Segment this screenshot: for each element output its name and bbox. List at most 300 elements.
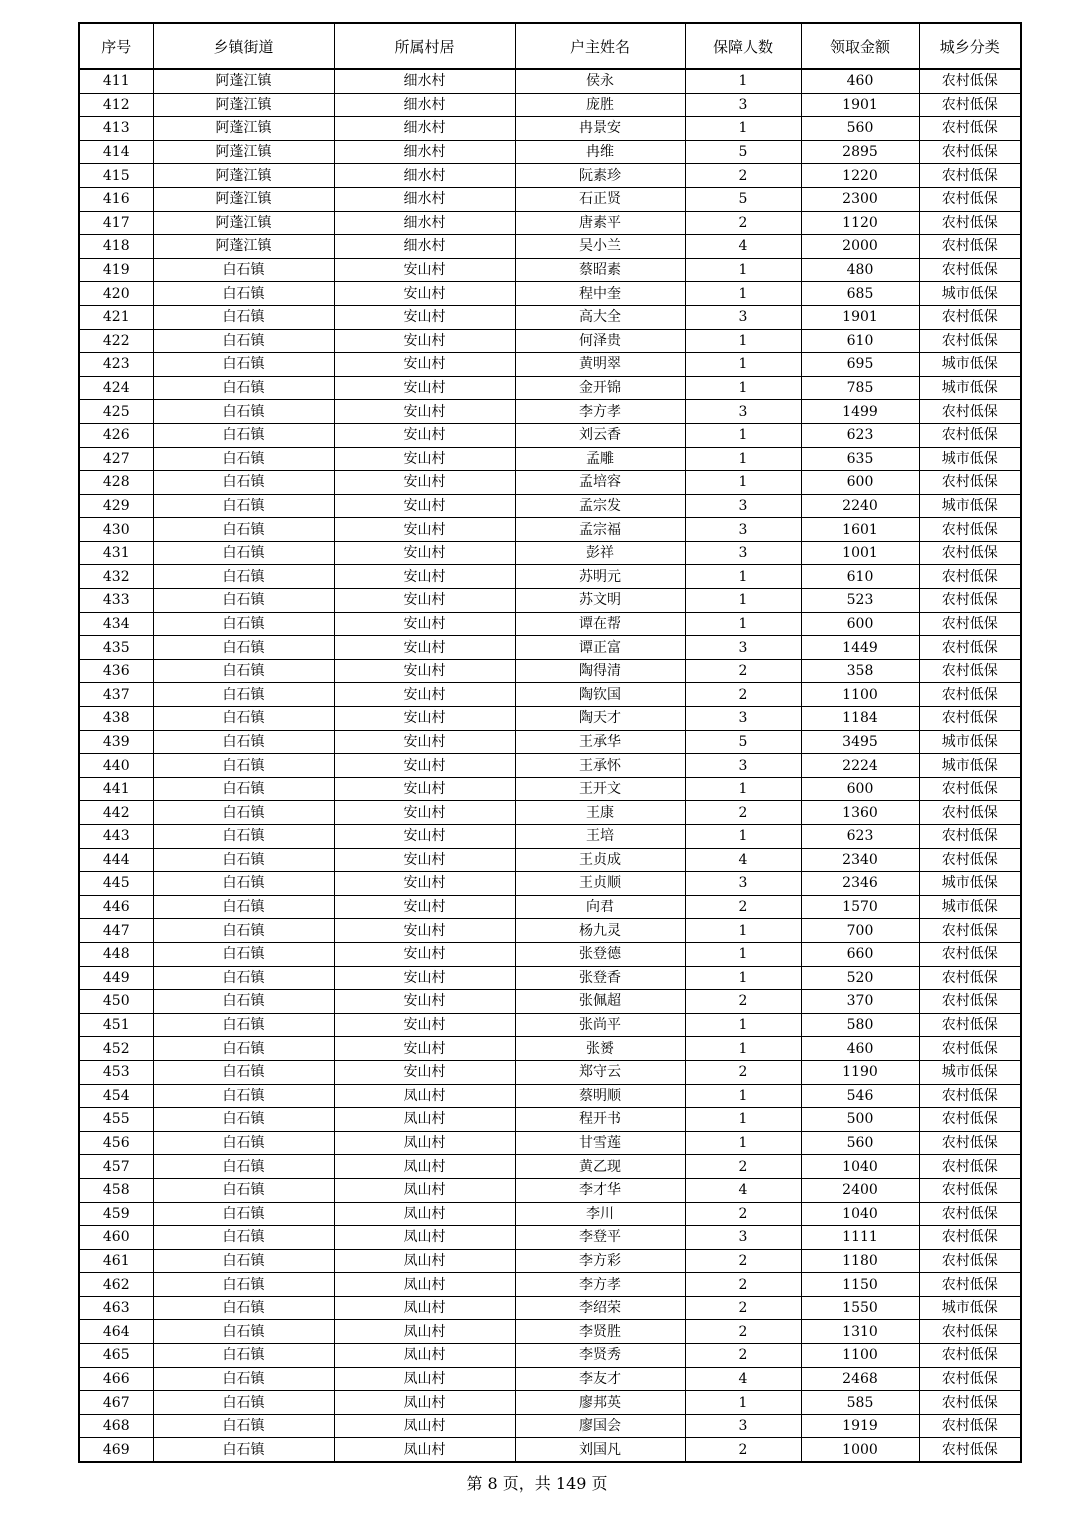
- page-footer: 第 8 页，共 149 页: [466, 1474, 608, 1493]
- cell-householder: 杨九灵: [515, 919, 685, 943]
- cell-amount: 1180: [801, 1249, 919, 1273]
- cell-amount: 580: [801, 1013, 919, 1037]
- cell-village: 安山村: [334, 1013, 515, 1037]
- data-table: [78, 22, 1022, 1463]
- cell-persons: 1: [685, 1108, 801, 1132]
- cell-householder: 蔡明顺: [515, 1084, 685, 1108]
- table-row: [79, 423, 1021, 447]
- cell-amount: 1360: [801, 801, 919, 825]
- cell-serial: 438: [79, 707, 153, 731]
- cell-category: 农村低保: [919, 518, 1021, 542]
- cell-householder: 李登平: [515, 1226, 685, 1250]
- cell-amount: 610: [801, 565, 919, 589]
- cell-persons: 1: [685, 1131, 801, 1155]
- cell-householder: 黄乙现: [515, 1155, 685, 1179]
- cell-persons: 2: [685, 1320, 801, 1344]
- cell-town: 阿蓬江镇: [153, 187, 334, 211]
- cell-village: 安山村: [334, 636, 515, 660]
- cell-amount: 695: [801, 353, 919, 377]
- header-row: [79, 23, 1021, 69]
- cell-persons: 1: [685, 565, 801, 589]
- cell-householder: 郑守云: [515, 1060, 685, 1084]
- cell-persons: 2: [685, 801, 801, 825]
- cell-village: 安山村: [334, 305, 515, 329]
- table-row: [79, 872, 1021, 896]
- header-persons: 保障人数: [685, 23, 801, 69]
- cell-category: 农村低保: [919, 659, 1021, 683]
- cell-serial: 422: [79, 329, 153, 353]
- cell-persons: 1: [685, 423, 801, 447]
- cell-village: 凤山村: [334, 1249, 515, 1273]
- cell-category: 农村低保: [919, 801, 1021, 825]
- cell-category: 农村低保: [919, 187, 1021, 211]
- cell-amount: 1040: [801, 1155, 919, 1179]
- cell-householder: 冉景安: [515, 117, 685, 141]
- cell-amount: 2000: [801, 235, 919, 259]
- cell-householder: 李方孝: [515, 1273, 685, 1297]
- cell-persons: 1: [685, 258, 801, 282]
- cell-village: 安山村: [334, 541, 515, 565]
- cell-town: 白石镇: [153, 1296, 334, 1320]
- cell-householder: 王开文: [515, 777, 685, 801]
- cell-householder: 孟培容: [515, 471, 685, 495]
- cell-serial: 462: [79, 1273, 153, 1297]
- cell-town: 白石镇: [153, 942, 334, 966]
- cell-serial: 444: [79, 848, 153, 872]
- cell-village: 安山村: [334, 447, 515, 471]
- cell-householder: 谭正富: [515, 636, 685, 660]
- cell-category: 农村低保: [919, 1344, 1021, 1368]
- cell-village: 细水村: [334, 69, 515, 93]
- cell-persons: 1: [685, 1391, 801, 1415]
- cell-persons: 2: [685, 1273, 801, 1297]
- cell-category: 农村低保: [919, 612, 1021, 636]
- cell-persons: 1: [685, 1084, 801, 1108]
- cell-householder: 张尚平: [515, 1013, 685, 1037]
- cell-persons: 2: [685, 1249, 801, 1273]
- cell-village: 安山村: [334, 423, 515, 447]
- table-row: [79, 447, 1021, 471]
- cell-serial: 417: [79, 211, 153, 235]
- cell-persons: 1: [685, 1037, 801, 1061]
- cell-category: 农村低保: [919, 1084, 1021, 1108]
- cell-householder: 庞胜: [515, 93, 685, 117]
- cell-town: 阿蓬江镇: [153, 164, 334, 188]
- table-row: [79, 612, 1021, 636]
- cell-householder: 甘雪莲: [515, 1131, 685, 1155]
- cell-serial: 416: [79, 187, 153, 211]
- table-row: [79, 825, 1021, 849]
- cell-householder: 廖邦英: [515, 1391, 685, 1415]
- table-row: [79, 1296, 1021, 1320]
- cell-category: 农村低保: [919, 707, 1021, 731]
- cell-category: 农村低保: [919, 683, 1021, 707]
- table-row: [79, 801, 1021, 825]
- cell-town: 白石镇: [153, 848, 334, 872]
- cell-serial: 467: [79, 1391, 153, 1415]
- table-row: [79, 1367, 1021, 1391]
- cell-village: 安山村: [334, 518, 515, 542]
- cell-householder: 李绍荣: [515, 1296, 685, 1320]
- cell-persons: 5: [685, 187, 801, 211]
- cell-category: 农村低保: [919, 589, 1021, 613]
- cell-category: 城市低保: [919, 376, 1021, 400]
- cell-town: 白石镇: [153, 1178, 334, 1202]
- cell-persons: 3: [685, 754, 801, 778]
- cell-amount: 660: [801, 942, 919, 966]
- cell-category: 农村低保: [919, 942, 1021, 966]
- cell-householder: 张佩超: [515, 990, 685, 1014]
- cell-town: 白石镇: [153, 1013, 334, 1037]
- cell-category: 城市低保: [919, 895, 1021, 919]
- cell-amount: 546: [801, 1084, 919, 1108]
- cell-persons: 2: [685, 990, 801, 1014]
- cell-amount: 600: [801, 777, 919, 801]
- table-row: [79, 376, 1021, 400]
- cell-category: 农村低保: [919, 1438, 1021, 1462]
- table-row: [79, 1060, 1021, 1084]
- cell-householder: 石正贤: [515, 187, 685, 211]
- cell-householder: 李贤秀: [515, 1344, 685, 1368]
- cell-persons: 1: [685, 825, 801, 849]
- cell-serial: 428: [79, 471, 153, 495]
- table-row: [79, 659, 1021, 683]
- cell-serial: 432: [79, 565, 153, 589]
- cell-town: 白石镇: [153, 1108, 334, 1132]
- cell-amount: 1220: [801, 164, 919, 188]
- cell-town: 阿蓬江镇: [153, 69, 334, 93]
- header-town: 乡镇街道: [153, 23, 334, 69]
- cell-householder: 冉维: [515, 140, 685, 164]
- cell-householder: 陶得清: [515, 659, 685, 683]
- table-row: [79, 1344, 1021, 1368]
- cell-householder: 王康: [515, 801, 685, 825]
- table-row: [79, 1249, 1021, 1273]
- cell-amount: 600: [801, 612, 919, 636]
- cell-serial: 454: [79, 1084, 153, 1108]
- cell-category: 农村低保: [919, 329, 1021, 353]
- cell-category: 农村低保: [919, 1155, 1021, 1179]
- cell-town: 白石镇: [153, 423, 334, 447]
- cell-persons: 2: [685, 1060, 801, 1084]
- cell-householder: 蔡昭素: [515, 258, 685, 282]
- cell-serial: 458: [79, 1178, 153, 1202]
- cell-amount: 560: [801, 1131, 919, 1155]
- cell-serial: 421: [79, 305, 153, 329]
- cell-town: 白石镇: [153, 282, 334, 306]
- cell-persons: 3: [685, 636, 801, 660]
- cell-serial: 446: [79, 895, 153, 919]
- cell-amount: 1449: [801, 636, 919, 660]
- cell-category: 城市低保: [919, 1296, 1021, 1320]
- cell-town: 白石镇: [153, 1414, 334, 1438]
- cell-town: 白石镇: [153, 612, 334, 636]
- cell-town: 阿蓬江镇: [153, 117, 334, 141]
- cell-serial: 456: [79, 1131, 153, 1155]
- cell-village: 凤山村: [334, 1344, 515, 1368]
- table-row: [79, 1438, 1021, 1462]
- cell-town: 白石镇: [153, 730, 334, 754]
- table-row: [79, 1131, 1021, 1155]
- cell-amount: 1901: [801, 305, 919, 329]
- cell-householder: 苏文明: [515, 589, 685, 613]
- cell-householder: 孟宗发: [515, 494, 685, 518]
- cell-householder: 王贞成: [515, 848, 685, 872]
- table-row: [79, 1013, 1021, 1037]
- cell-category: 农村低保: [919, 1414, 1021, 1438]
- cell-persons: 1: [685, 612, 801, 636]
- cell-amount: 520: [801, 966, 919, 990]
- cell-amount: 1570: [801, 895, 919, 919]
- cell-town: 白石镇: [153, 1320, 334, 1344]
- cell-village: 凤山村: [334, 1155, 515, 1179]
- cell-village: 凤山村: [334, 1320, 515, 1344]
- cell-householder: 李友才: [515, 1367, 685, 1391]
- cell-householder: 孟宗福: [515, 518, 685, 542]
- cell-town: 白石镇: [153, 1155, 334, 1179]
- cell-persons: 3: [685, 518, 801, 542]
- cell-town: 白石镇: [153, 1131, 334, 1155]
- cell-persons: 1: [685, 282, 801, 306]
- cell-serial: 443: [79, 825, 153, 849]
- cell-amount: 600: [801, 471, 919, 495]
- cell-town: 白石镇: [153, 990, 334, 1014]
- cell-village: 安山村: [334, 353, 515, 377]
- cell-town: 白石镇: [153, 1438, 334, 1462]
- table-row: [79, 1320, 1021, 1344]
- table-row: [79, 164, 1021, 188]
- cell-householder: 刘国凡: [515, 1438, 685, 1462]
- cell-village: 细水村: [334, 187, 515, 211]
- table-row: [79, 777, 1021, 801]
- cell-village: 细水村: [334, 235, 515, 259]
- cell-town: 白石镇: [153, 707, 334, 731]
- cell-householder: 李方孝: [515, 400, 685, 424]
- cell-amount: 2224: [801, 754, 919, 778]
- table-row: [79, 1202, 1021, 1226]
- cell-village: 凤山村: [334, 1108, 515, 1132]
- cell-persons: 3: [685, 707, 801, 731]
- cell-householder: 高大全: [515, 305, 685, 329]
- cell-amount: 785: [801, 376, 919, 400]
- cell-householder: 程中奎: [515, 282, 685, 306]
- cell-village: 凤山村: [334, 1391, 515, 1415]
- cell-serial: 452: [79, 1037, 153, 1061]
- table-row: [79, 541, 1021, 565]
- cell-village: 安山村: [334, 730, 515, 754]
- cell-category: 农村低保: [919, 1013, 1021, 1037]
- cell-town: 白石镇: [153, 353, 334, 377]
- cell-amount: 1120: [801, 211, 919, 235]
- cell-householder: 王承华: [515, 730, 685, 754]
- cell-persons: 2: [685, 1202, 801, 1226]
- cell-amount: 1190: [801, 1060, 919, 1084]
- cell-serial: 449: [79, 966, 153, 990]
- cell-category: 农村低保: [919, 400, 1021, 424]
- cell-category: 农村低保: [919, 636, 1021, 660]
- cell-town: 白石镇: [153, 376, 334, 400]
- cell-householder: 向君: [515, 895, 685, 919]
- cell-serial: 435: [79, 636, 153, 660]
- cell-serial: 451: [79, 1013, 153, 1037]
- cell-amount: 2240: [801, 494, 919, 518]
- table-body: [79, 69, 1021, 1462]
- cell-village: 凤山村: [334, 1202, 515, 1226]
- cell-village: 安山村: [334, 801, 515, 825]
- cell-town: 白石镇: [153, 1226, 334, 1250]
- cell-town: 白石镇: [153, 1367, 334, 1391]
- cell-persons: 5: [685, 730, 801, 754]
- cell-amount: 2340: [801, 848, 919, 872]
- cell-category: 城市低保: [919, 494, 1021, 518]
- table-row: [79, 636, 1021, 660]
- cell-village: 凤山村: [334, 1131, 515, 1155]
- cell-persons: 3: [685, 541, 801, 565]
- cell-town: 白石镇: [153, 1273, 334, 1297]
- cell-village: 细水村: [334, 93, 515, 117]
- cell-amount: 1499: [801, 400, 919, 424]
- cell-serial: 445: [79, 872, 153, 896]
- cell-serial: 420: [79, 282, 153, 306]
- cell-amount: 1310: [801, 1320, 919, 1344]
- cell-amount: 623: [801, 423, 919, 447]
- table-header: [79, 23, 1021, 69]
- cell-serial: 426: [79, 423, 153, 447]
- cell-serial: 430: [79, 518, 153, 542]
- cell-amount: 460: [801, 1037, 919, 1061]
- cell-category: 农村低保: [919, 541, 1021, 565]
- table-row: [79, 329, 1021, 353]
- cell-amount: 1100: [801, 683, 919, 707]
- cell-village: 安山村: [334, 258, 515, 282]
- cell-village: 安山村: [334, 494, 515, 518]
- cell-householder: 吴小兰: [515, 235, 685, 259]
- cell-town: 白石镇: [153, 447, 334, 471]
- cell-town: 白石镇: [153, 801, 334, 825]
- cell-serial: 434: [79, 612, 153, 636]
- table-row: [79, 93, 1021, 117]
- cell-category: 城市低保: [919, 282, 1021, 306]
- cell-persons: 2: [685, 659, 801, 683]
- cell-persons: 3: [685, 400, 801, 424]
- cell-village: 安山村: [334, 919, 515, 943]
- cell-serial: 466: [79, 1367, 153, 1391]
- cell-persons: 2: [685, 895, 801, 919]
- cell-householder: 黄明翠: [515, 353, 685, 377]
- cell-amount: 1000: [801, 1438, 919, 1462]
- cell-village: 安山村: [334, 942, 515, 966]
- cell-persons: 1: [685, 376, 801, 400]
- table-row: [79, 235, 1021, 259]
- table-row: [79, 117, 1021, 141]
- cell-category: 农村低保: [919, 117, 1021, 141]
- cell-persons: 1: [685, 777, 801, 801]
- cell-persons: 3: [685, 305, 801, 329]
- cell-town: 白石镇: [153, 659, 334, 683]
- cell-amount: 2895: [801, 140, 919, 164]
- cell-amount: 2346: [801, 872, 919, 896]
- header-householder: 户主姓名: [515, 23, 685, 69]
- cell-category: 农村低保: [919, 990, 1021, 1014]
- cell-town: 白石镇: [153, 777, 334, 801]
- cell-amount: 1901: [801, 93, 919, 117]
- cell-amount: 635: [801, 447, 919, 471]
- cell-category: 农村低保: [919, 471, 1021, 495]
- table-row: [79, 400, 1021, 424]
- cell-householder: 李方彩: [515, 1249, 685, 1273]
- cell-persons: 3: [685, 93, 801, 117]
- cell-town: 白石镇: [153, 1391, 334, 1415]
- cell-householder: 刘云香: [515, 423, 685, 447]
- cell-town: 白石镇: [153, 541, 334, 565]
- cell-serial: 457: [79, 1155, 153, 1179]
- cell-persons: 1: [685, 1013, 801, 1037]
- cell-amount: 2300: [801, 187, 919, 211]
- cell-town: 阿蓬江镇: [153, 211, 334, 235]
- cell-persons: 4: [685, 235, 801, 259]
- cell-amount: 1550: [801, 1296, 919, 1320]
- cell-persons: 1: [685, 329, 801, 353]
- cell-category: 农村低保: [919, 1367, 1021, 1391]
- cell-serial: 423: [79, 353, 153, 377]
- cell-amount: 560: [801, 117, 919, 141]
- cell-serial: 436: [79, 659, 153, 683]
- cell-village: 安山村: [334, 1037, 515, 1061]
- cell-category: 农村低保: [919, 1320, 1021, 1344]
- cell-serial: 447: [79, 919, 153, 943]
- cell-village: 安山村: [334, 895, 515, 919]
- cell-householder: 张登德: [515, 942, 685, 966]
- cell-amount: 1601: [801, 518, 919, 542]
- cell-category: 农村低保: [919, 305, 1021, 329]
- cell-householder: 程开书: [515, 1108, 685, 1132]
- table-row: [79, 1391, 1021, 1415]
- table-row: [79, 518, 1021, 542]
- cell-category: 城市低保: [919, 730, 1021, 754]
- cell-amount: 700: [801, 919, 919, 943]
- cell-householder: 李才华: [515, 1178, 685, 1202]
- cell-village: 安山村: [334, 659, 515, 683]
- cell-serial: 442: [79, 801, 153, 825]
- cell-village: 安山村: [334, 825, 515, 849]
- cell-householder: 张登香: [515, 966, 685, 990]
- cell-village: 安山村: [334, 848, 515, 872]
- cell-category: 农村低保: [919, 235, 1021, 259]
- cell-serial: 455: [79, 1108, 153, 1132]
- cell-village: 安山村: [334, 1060, 515, 1084]
- cell-serial: 429: [79, 494, 153, 518]
- cell-householder: 廖国会: [515, 1414, 685, 1438]
- cell-category: 城市低保: [919, 754, 1021, 778]
- cell-persons: 4: [685, 1367, 801, 1391]
- cell-category: 农村低保: [919, 258, 1021, 282]
- cell-serial: 413: [79, 117, 153, 141]
- cell-persons: 1: [685, 942, 801, 966]
- cell-persons: 1: [685, 919, 801, 943]
- cell-amount: 1040: [801, 1202, 919, 1226]
- table-row: [79, 494, 1021, 518]
- cell-householder: 李贤胜: [515, 1320, 685, 1344]
- cell-village: 安山村: [334, 707, 515, 731]
- cell-amount: 585: [801, 1391, 919, 1415]
- cell-persons: 1: [685, 589, 801, 613]
- cell-amount: 480: [801, 258, 919, 282]
- cell-householder: 孟雕: [515, 447, 685, 471]
- cell-category: 农村低保: [919, 1108, 1021, 1132]
- table-row: [79, 258, 1021, 282]
- table-row: [79, 1178, 1021, 1202]
- cell-category: 农村低保: [919, 1131, 1021, 1155]
